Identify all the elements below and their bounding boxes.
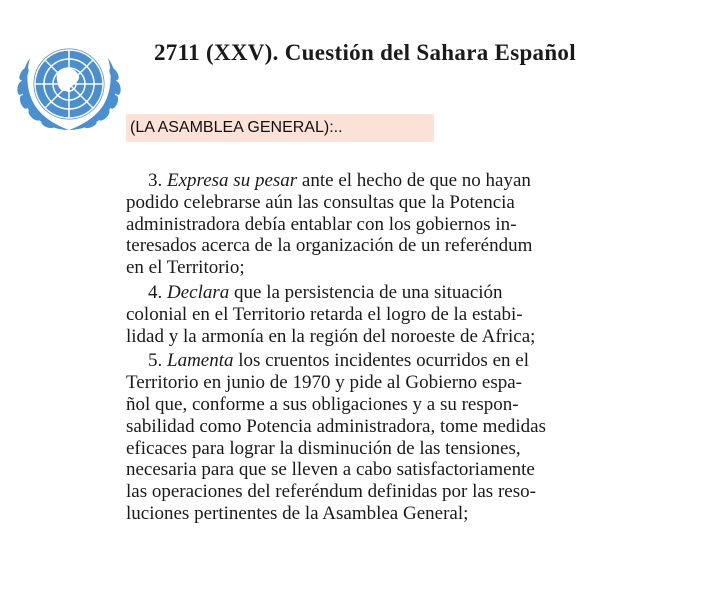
operative-verb: Declara: [167, 281, 230, 303]
operative-verb: Expresa su pesar: [167, 170, 298, 191]
context-label: (LA ASAMBLEA GENERAL):..: [126, 114, 434, 142]
paragraph-line: podido celebrarse aún las consultas que la Potencia: [126, 191, 515, 213]
paragraph-line: administradora debía entablar con los gobiernos in-: [126, 213, 517, 235]
operative-verb: Lamenta: [167, 350, 234, 372]
paragraph-4: [126, 282, 630, 347]
paragraph-3: [126, 170, 630, 279]
page-title: 2711 (XXV). Cuestión del Sahara Español: [154, 40, 576, 65]
paragraph-line: teresados acerca de la organización de un referéndum: [126, 235, 533, 257]
paragraph-line: ñol que, conforme a sus obligaciones y a su respon-: [126, 393, 519, 415]
paragraph-line: eficaces para lograr la disminución de las tensiones,: [126, 437, 521, 459]
paragraph-line: las operaciones del referéndum definidas por las reso-: [126, 481, 536, 503]
paragraph-line: 5. Lamenta los cruentos incidentes ocurridos en el: [126, 350, 630, 372]
un-emblem-icon: [12, 38, 126, 134]
paragraph-line: Territorio en junio de 1970 y pide al Gobierno espa-: [126, 372, 522, 394]
paragraph-5: [126, 350, 630, 524]
paragraph-line: necesaria para que se lleven a cabo satisfactoriamente: [126, 459, 535, 481]
resolution-body: [126, 170, 630, 528]
paragraph-line: luciones pertinentes de la Asamblea General;: [126, 502, 469, 524]
paragraph-line: en el Territorio;: [126, 257, 245, 279]
paragraph-line: lidad y la armonía en la región del noroeste de Africa;: [126, 325, 536, 347]
paragraph-line: colonial en el Territorio retarda el logro de la estabi-: [126, 303, 523, 325]
paragraph-number: 5.: [148, 350, 163, 372]
paragraph-number: 4.: [148, 281, 163, 303]
paragraph-line: 4. Declara que la persistencia de una situación: [126, 282, 630, 304]
globe-icon: [35, 50, 103, 118]
paragraph-line: sabilidad como Potencia administradora, tome medidas: [126, 415, 547, 437]
paragraph-line: 3. Expresa su pesar ante el hecho de que no hayan: [126, 170, 630, 192]
paragraph-number: 3.: [148, 170, 163, 191]
